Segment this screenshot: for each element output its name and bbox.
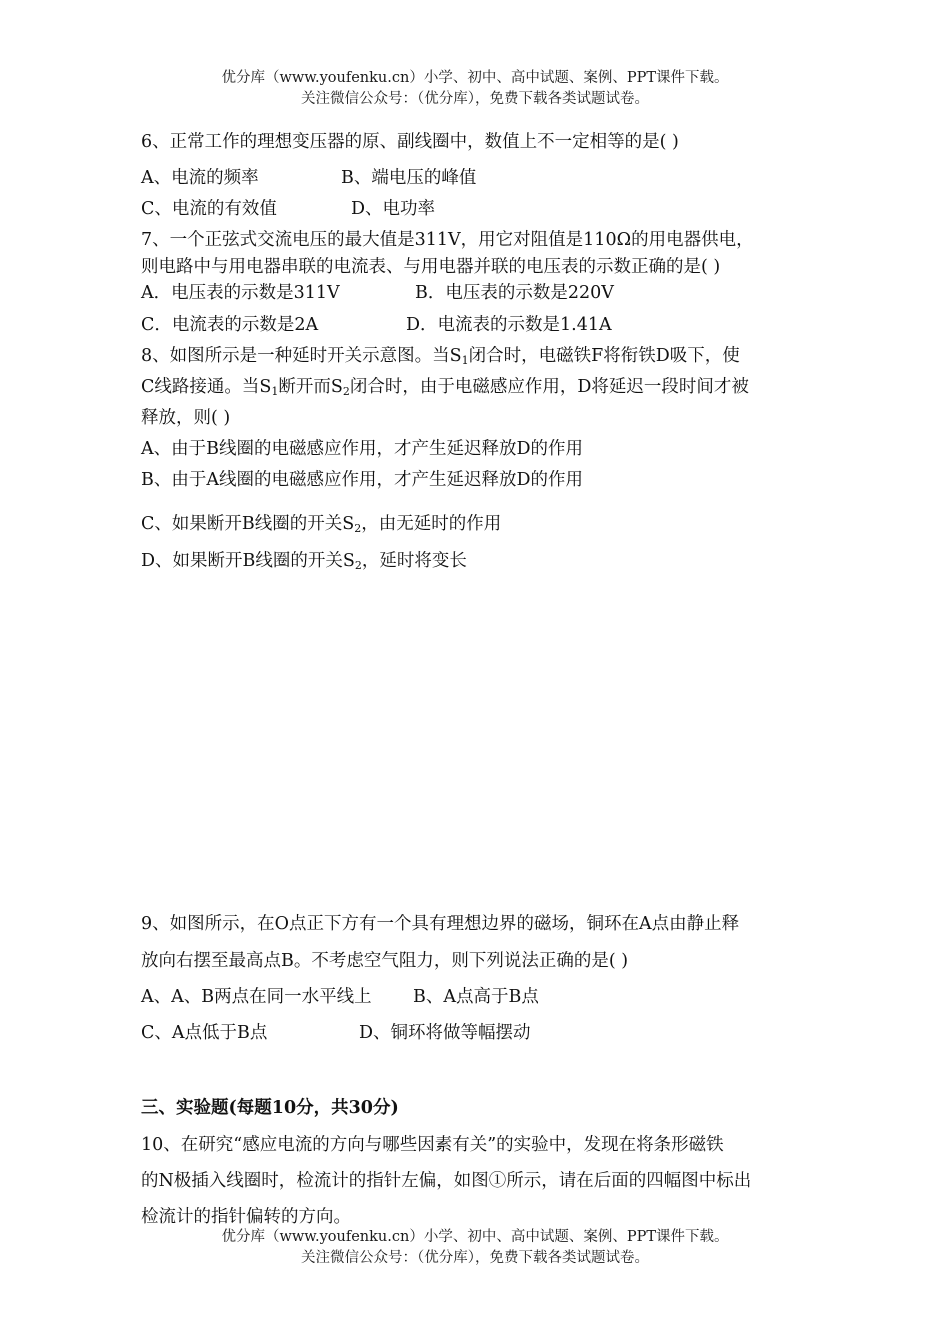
q9-option-c: C、A点低于B点 [141, 1023, 268, 1043]
q6-option-d: D、电功率 [351, 199, 436, 219]
q6-option-c: C、电流的有效值 [141, 199, 277, 219]
q7-option-c: C．电流表的示数是2A [141, 315, 319, 335]
q9-option-b: B、A点高于B点 [413, 987, 539, 1007]
q9-option-row-2 [141, 1021, 531, 1045]
q7-option-d: D．电流表的示数是1.41A [406, 315, 612, 335]
q6-option-b: B、端电压的峰值 [341, 168, 477, 188]
q7-option-a: A．电压表的示数是311V [141, 283, 340, 303]
q9-option-row-1 [141, 985, 539, 1009]
q7-option-row-1 [141, 281, 614, 305]
q7-stem-line-1: 7、一个正弦式交流电压的最大值是311V，用它对阻值是110Ω的用电器供电， [141, 230, 754, 250]
q8-option-a: A、由于B线圈的电磁感应作用，才产生延迟释放D的作用 [141, 439, 584, 459]
q8-stem-line-2: C线路接通。当$S_1$断开而$S_2$闭合时，由于电磁感应作用，D将延迟一段时间才被 [141, 377, 749, 398]
q10-line-1: 10、在研究“感应电流的方向与哪些因素有关”的实验中，发现在将条形磁铁 [141, 1135, 724, 1155]
page-footer-line-2: 关注微信公众号：（优分库），免费下载各类试题试卷。 [301, 1250, 649, 1266]
q8-stem-line-3: 释放，则( ) [141, 408, 231, 428]
q9-stem-line-2: 放向右摆至最高点B。不考虑空气阻力，则下列说法正确的是( ) [141, 951, 629, 971]
q9-stem-line-1: 9、如图所示，在O点正下方有一个具有理想边界的磁场，铜环在A点由静止释 [141, 914, 740, 934]
q8-option-d: D、如果断开B线圈的开关$S_2$，延时将变长 [141, 551, 467, 572]
q8-option-c: C、如果断开B线圈的开关$S_2$，由无延时的作用 [141, 514, 502, 535]
q9-option-d: D、铜环将做等幅摆动 [359, 1023, 531, 1043]
section-3-title: 三、实验题(每题10分，共30分) [141, 1098, 399, 1118]
q9-option-a: A、A、B两点在同一水平线上 [141, 987, 372, 1007]
page-header-line-2: 关注微信公众号：（优分库），免费下载各类试题试卷。 [301, 91, 649, 107]
q6-stem: 6、正常工作的理想变压器的原、副线圈中，数值上不一定相等的是( ) [141, 132, 679, 152]
q8-option-b: B、由于A线圈的电磁感应作用，才产生延迟释放D的作用 [141, 470, 584, 490]
q10-line-2: 的N极插入线圈时，检流计的指针左偏，如图①所示，请在后面的四幅图中标出 [141, 1171, 752, 1191]
q7-stem-line-2: 则电路中与用电器串联的电流表、与用电器并联的电压表的示数正确的是( ) [141, 257, 721, 277]
q8-stem-line-1: 8、如图所示是一种延时开关示意图。当$S_1$闭合时，电磁铁F将衔铁D吸下，使 [141, 346, 740, 367]
q6-option-row-2 [141, 197, 436, 221]
q10-line-3: 检流计的指针偏转的方向。 [141, 1207, 351, 1227]
page-footer-line-1: 优分库（www.youfenku.cn）小学、初中、高中试题、案例、PPT课件下载。 [221, 1229, 729, 1245]
q7-option-b: B．电压表的示数是220V [415, 283, 614, 303]
page-header-line-1: 优分库（www.youfenku.cn）小学、初中、高中试题、案例、PPT课件下载。 [221, 70, 729, 86]
q7-option-row-2 [141, 313, 612, 337]
q6-option-row-1 [141, 166, 477, 190]
q6-option-a: A、电流的频率 [141, 168, 259, 188]
